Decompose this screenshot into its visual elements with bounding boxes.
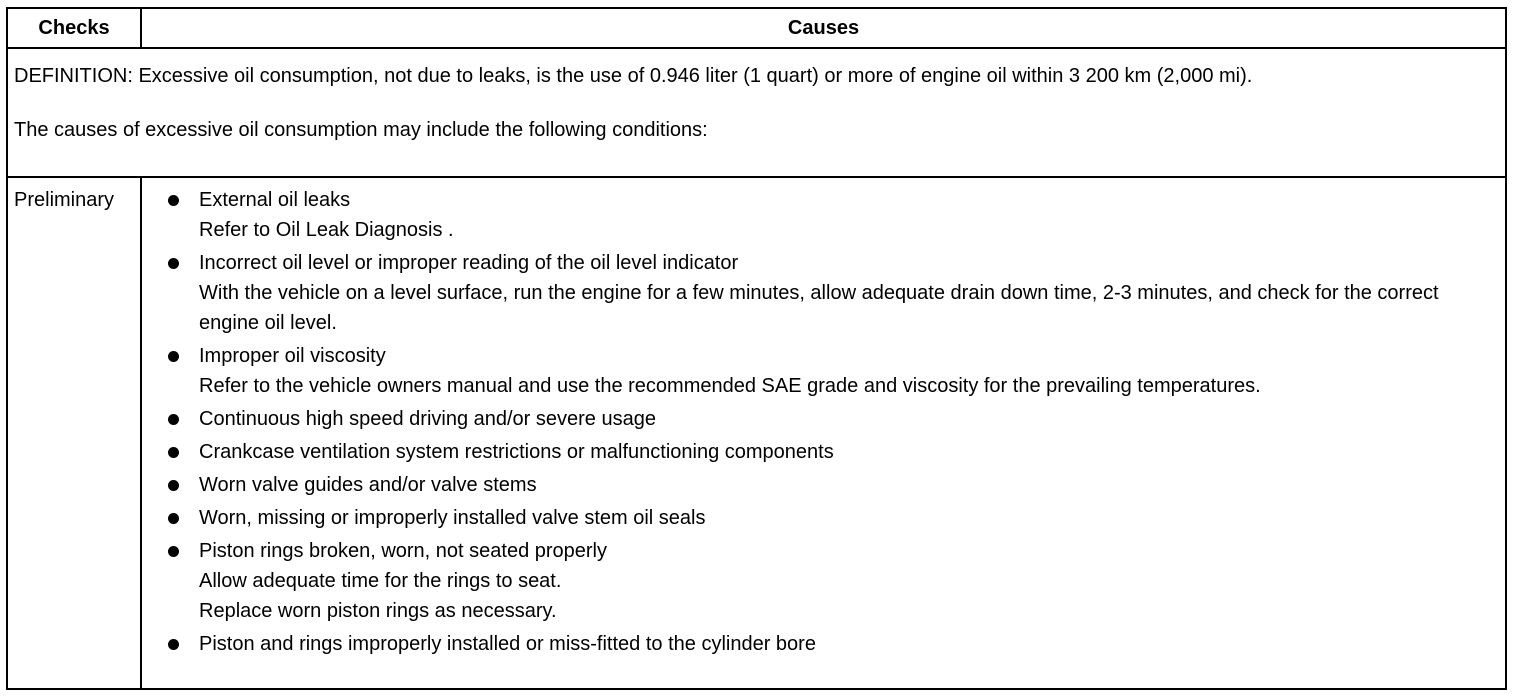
cause-title: Crankcase ventilation system restrictions or malfunctioning components xyxy=(199,441,834,463)
list-item xyxy=(142,437,1505,467)
bullet-icon xyxy=(168,639,179,650)
list-item xyxy=(142,248,1505,338)
cause-detail: Refer to the vehicle owners manual and use the recommended SAE grade and viscosity for the prevailing temperatures. xyxy=(199,375,1261,397)
cause-title: Worn, missing or improperly installed valve stem oil seals xyxy=(199,507,706,529)
cause-detail: With the vehicle on a level surface, run the engine for a few minutes, allow adequate drain down time, 2-3 minutes, and check for the correct engine oil level. xyxy=(199,282,1439,334)
cause-title: Worn valve guides and/or valve stems xyxy=(199,474,537,496)
list-item xyxy=(142,503,1505,533)
table-header-row xyxy=(8,9,1505,49)
bullet-icon xyxy=(168,351,179,362)
table-row xyxy=(8,178,1505,688)
bullet-icon xyxy=(168,546,179,557)
definition-row xyxy=(8,49,1505,178)
list-item xyxy=(142,404,1505,434)
list-item xyxy=(142,629,1505,659)
cause-title: Continuous high speed driving and/or severe usage xyxy=(199,408,656,430)
definition-intro: The causes of excessive oil consumption may include the following conditions: xyxy=(14,119,708,141)
bullet-icon xyxy=(168,414,179,425)
causes-cell xyxy=(142,178,1505,688)
cause-title: Piston rings broken, worn, not seated properly xyxy=(199,540,607,562)
bullet-icon xyxy=(168,513,179,524)
cause-detail: Replace worn piston rings as necessary. xyxy=(199,600,557,622)
header-checks: Checks xyxy=(8,9,142,47)
bullet-icon xyxy=(168,195,179,206)
list-item xyxy=(142,341,1505,401)
cause-title: Incorrect oil level or improper reading of the oil level indicator xyxy=(199,252,739,274)
cause-title: Improper oil viscosity xyxy=(199,345,386,367)
cause-detail: Allow adequate time for the rings to seat. xyxy=(199,570,562,592)
cause-title: Piston and rings improperly installed or miss-fitted to the cylinder bore xyxy=(199,633,816,655)
cause-list xyxy=(142,185,1505,659)
definition-text: DEFINITION: Excessive oil consumption, not due to leaks, is the use of 0.946 liter (1 quart) or more of engine oil within 3 200 km (2,000 mi). xyxy=(14,65,1253,87)
bullet-icon xyxy=(168,447,179,458)
header-causes: Causes xyxy=(787,17,860,39)
bullet-icon xyxy=(168,258,179,269)
cause-detail: Refer to Oil Leak Diagnosis . xyxy=(199,219,454,241)
bullet-icon xyxy=(168,480,179,491)
cause-title: External oil leaks xyxy=(199,189,351,211)
list-item xyxy=(142,470,1505,500)
diagnosis-table xyxy=(6,7,1507,690)
list-item xyxy=(142,536,1505,626)
list-item xyxy=(142,185,1505,245)
checks-cell: Preliminary xyxy=(8,178,142,688)
